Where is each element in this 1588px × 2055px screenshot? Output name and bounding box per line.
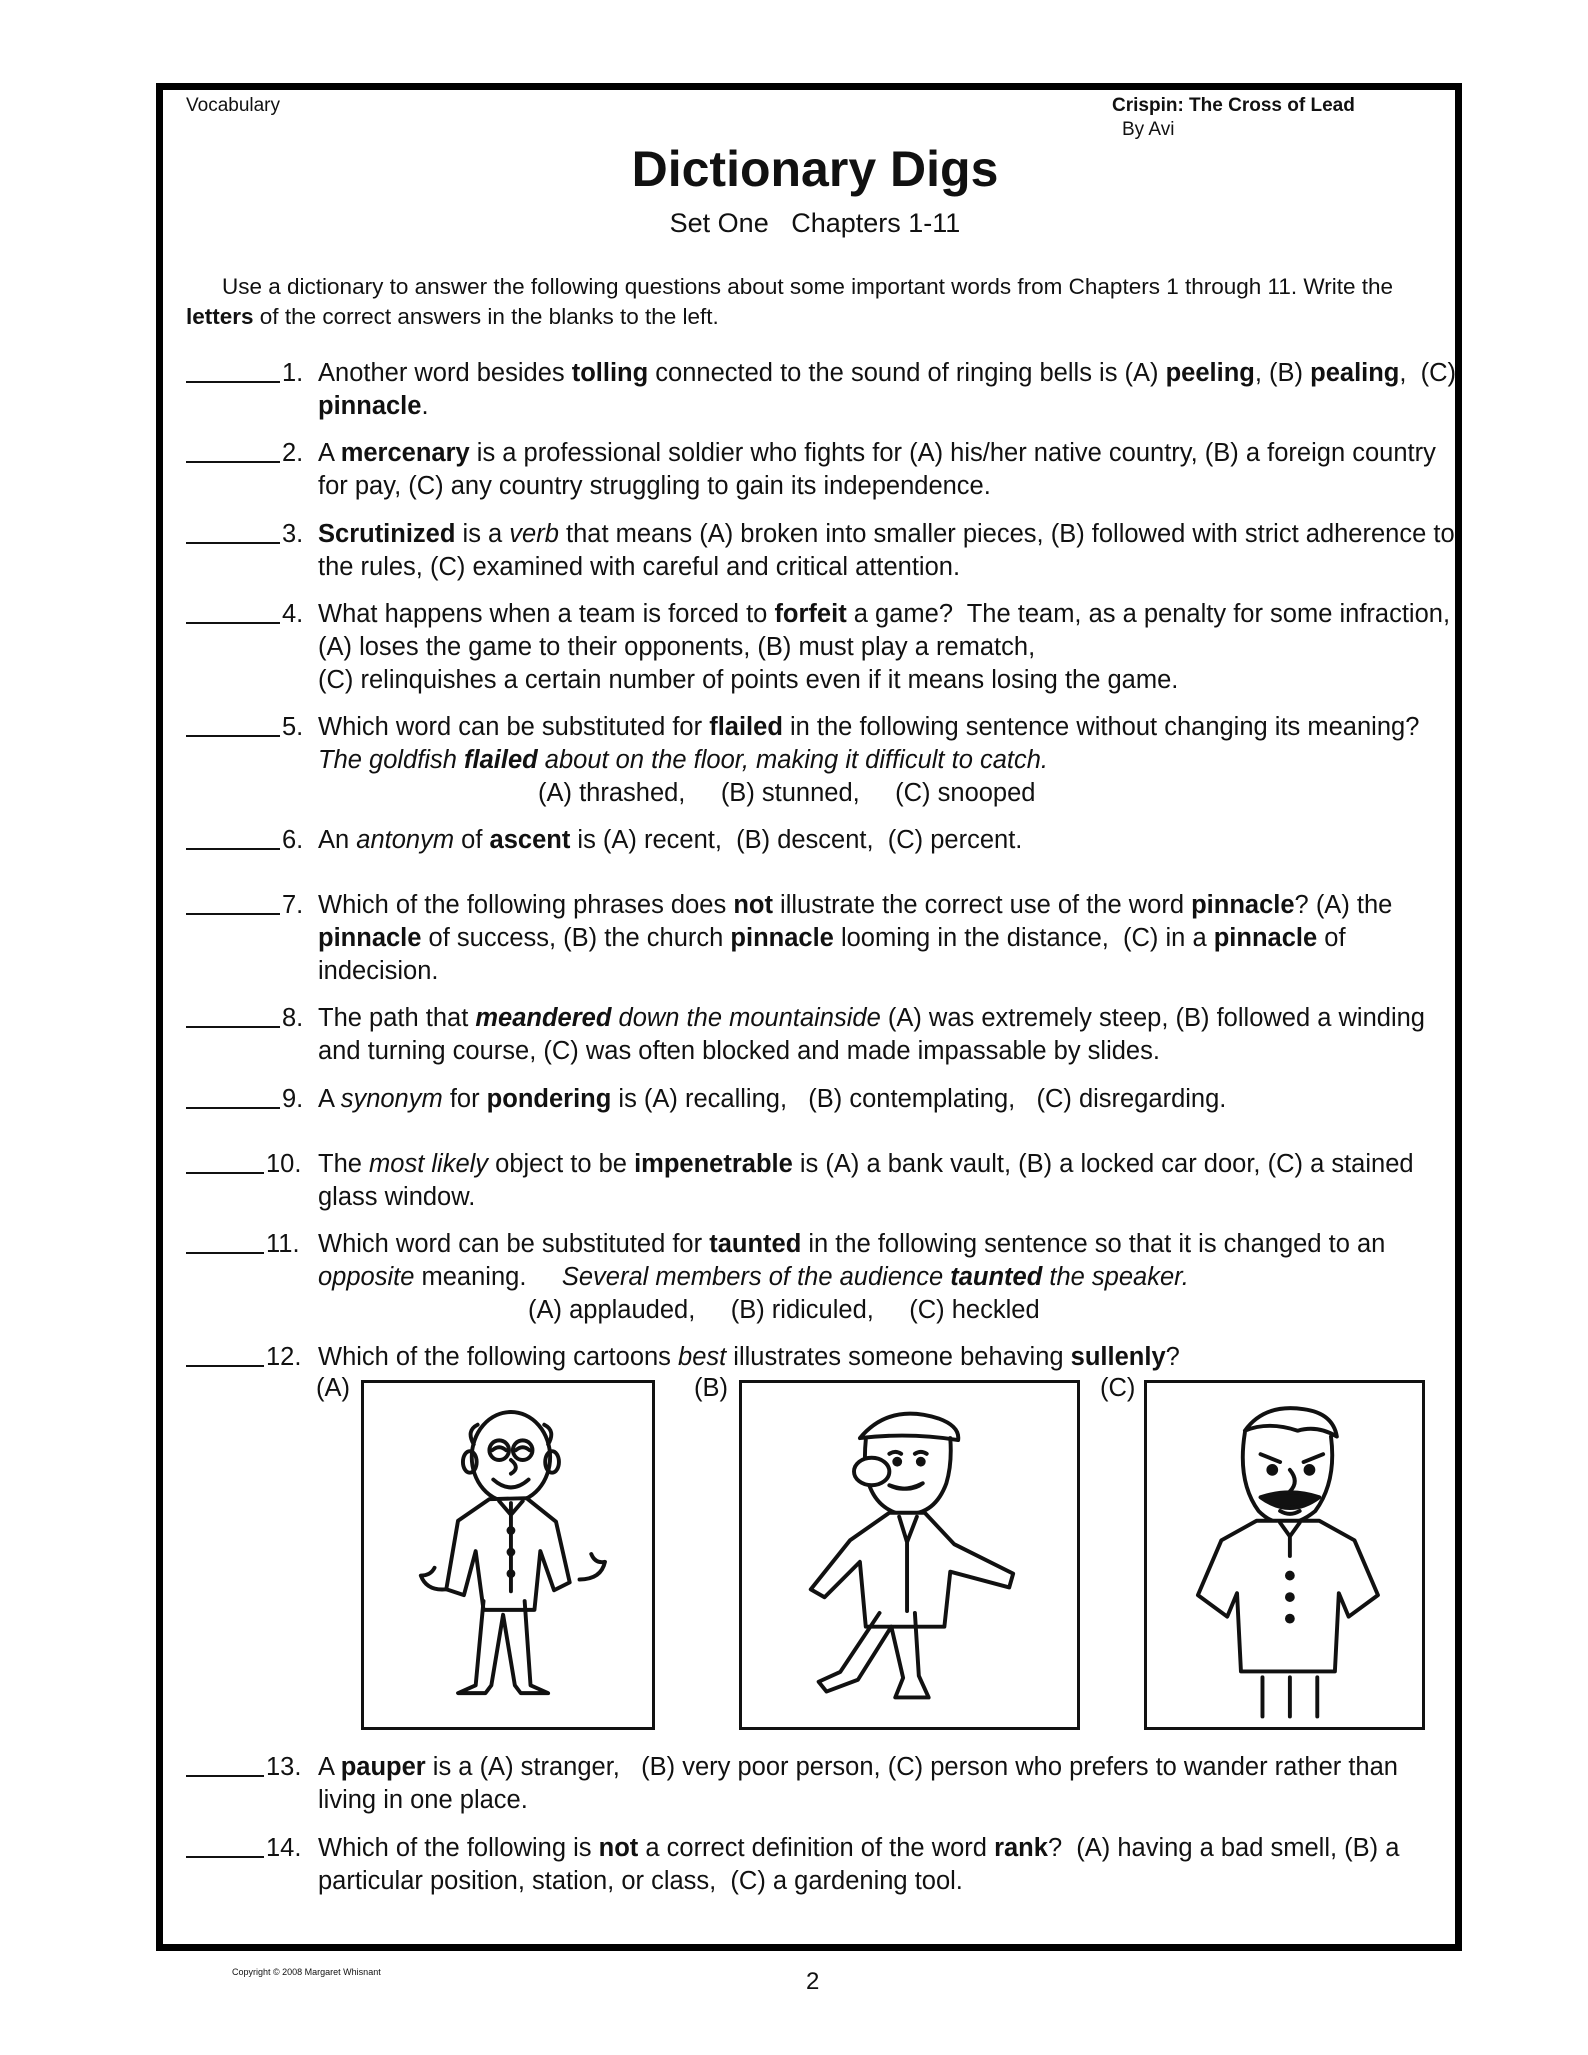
question-text-run: A [318, 1753, 341, 1781]
question-text-run: ? (A) the [1294, 891, 1400, 919]
question-text-run: that means (A) broken into smaller pieces, (B) followed with strict adherence to the rules, (C) examined with careful and critical attention. [318, 520, 1462, 581]
emphasis-text: opposite [318, 1263, 415, 1291]
emphasis-text: about on the floor, making it difficult to catch. [537, 746, 1048, 774]
keyword: rank [994, 1834, 1048, 1862]
question-text-run: Another word besides [318, 359, 572, 387]
question-text-run: (A) was extremely steep, (B) followed a winding and turning course, (C) was often blocked and made impassable by slides. [318, 1004, 1433, 1065]
answer-blank-line [186, 1148, 264, 1174]
question-text-run: looming in the distance, (C) in a [833, 924, 1214, 952]
answer-blank[interactable] [186, 1228, 264, 1263]
answer-blank-line [186, 598, 280, 624]
keyword: not [598, 1834, 639, 1862]
answer-options: (A) thrashed, (B) stunned, (C) snooped [538, 779, 1036, 807]
emphasis-text: best [678, 1343, 727, 1371]
question-text-run: illustrates someone behaving [726, 1343, 1071, 1371]
question-text-run: A [318, 439, 341, 467]
question-text-run: of indecision. [318, 924, 1353, 985]
answer-blank[interactable] [186, 357, 280, 392]
question-text-run: in the following sentence without changing its meaning? [782, 713, 1462, 741]
answer-blank-line [186, 711, 280, 737]
answer-blank[interactable] [186, 1832, 264, 1867]
cartoon-label-c: (C) [1100, 1374, 1136, 1402]
question-text [318, 711, 1462, 810]
question-text-run: Which word can be substituted for [318, 713, 710, 741]
cartoon-label-a: (A) [316, 1374, 350, 1402]
copyright-notice: Copyright © 2008 Margaret Whisnant [232, 1967, 381, 1977]
question-text [318, 1148, 1458, 1214]
emphasis-text: Several members of the audience [561, 1263, 951, 1291]
cartoon-label-b: (B) [694, 1374, 728, 1402]
question-number: 8. [282, 1004, 304, 1032]
question-text-run: . [421, 392, 429, 420]
question-text-run: connected to the sound of ringing bells is (A) [648, 359, 1166, 387]
answer-blank-line [186, 1083, 280, 1109]
emphasis-text: The goldfish [318, 746, 465, 774]
keyword: tolling [571, 359, 649, 387]
question-text-run: is a professional soldier who fights for (A) his/her native country, (B) a foreign country for pay, (C) any country struggling to gain its independence. [318, 439, 1443, 500]
keyword: forfeit [774, 600, 847, 628]
question-text [318, 357, 1464, 423]
question-text-run: ? (A) having a bad smell, (B) a particular position, station, or class, (C) a gardening tool. [318, 1834, 1407, 1895]
keyword: flailed [709, 713, 783, 741]
page-subtitle: Set One Chapters 1-11 [669, 208, 961, 238]
cheerful-man-illustration [364, 1383, 652, 1727]
cartoon-b-image [739, 1380, 1080, 1730]
answer-blank-line [186, 1832, 264, 1858]
answer-blank[interactable] [186, 598, 280, 633]
question-text [318, 824, 1458, 857]
keyword: sullenly [1070, 1343, 1166, 1371]
question-text-run: The [318, 1150, 370, 1178]
question-text-run: meaning. [414, 1263, 562, 1291]
subject-label: Vocabulary [186, 95, 281, 116]
question-text-run: of success, (B) the church [421, 924, 731, 952]
emphasis-text: verb [509, 520, 559, 548]
question-text [318, 1083, 1458, 1116]
question-text [318, 598, 1458, 697]
instructions-text-1: Use a dictionary to answer the following questions about some important words from Chapters 1 through 11. Write the [222, 274, 1394, 299]
question-number: 1. [282, 359, 304, 387]
question-text-run: is a (A) stranger, (B) very poor person, (C) person who prefers to wander rather than living in one place. [318, 1753, 1406, 1814]
keyword: ascent [489, 826, 571, 854]
keyword: taunted [950, 1263, 1043, 1291]
answer-blank[interactable] [186, 518, 280, 553]
question-number: 5. [282, 713, 304, 741]
question-text-run: in the following sentence so that it is changed to an [801, 1230, 1393, 1258]
question-text-run: is a [455, 520, 510, 548]
keyword: pinnacle [1213, 924, 1318, 952]
keyword: meandered [475, 1004, 612, 1032]
keyword: pealing [1310, 359, 1400, 387]
question-number: 6. [282, 826, 304, 854]
cartoon-a-image [361, 1380, 655, 1730]
question-text-run: ? [1165, 1343, 1180, 1371]
question-text [318, 1341, 1458, 1374]
grumpy-man-illustration [1147, 1383, 1422, 1727]
answer-blank-line [186, 1228, 264, 1254]
question-number: 14. [266, 1834, 302, 1862]
emphasis-text: down the mountainside [611, 1004, 881, 1032]
instructions-text-2: of the correct answers in the blanks to the left. [253, 304, 719, 329]
answer-blank-line [186, 437, 280, 463]
question-text-run: , (C) [1399, 359, 1464, 387]
answer-blank-line [186, 889, 280, 915]
keyword: not [733, 891, 773, 919]
question-text [318, 437, 1458, 503]
book-title: Crispin: The Cross of Lead [1112, 95, 1355, 116]
question-text-run: , (B) [1254, 359, 1311, 387]
keyword: pauper [340, 1753, 426, 1781]
answer-blank[interactable] [186, 1751, 264, 1786]
question-text-run: of [454, 826, 490, 854]
question-text [318, 889, 1458, 988]
book-author: By Avi [1122, 119, 1175, 140]
keyword: flailed [464, 746, 538, 774]
question-text [318, 1832, 1458, 1898]
answer-blank[interactable] [186, 1341, 264, 1376]
keyword: pondering [486, 1085, 612, 1113]
emphasis-text: synonym [340, 1085, 443, 1113]
answer-blank[interactable] [186, 1083, 280, 1118]
page-number: 2 [806, 1968, 820, 1995]
question-number: 2. [282, 439, 304, 467]
question-text-run: What happens when a team is forced to [318, 600, 775, 628]
question-text [318, 1751, 1458, 1817]
question-text-run: The path that [318, 1004, 476, 1032]
answer-blank[interactable] [186, 437, 280, 472]
emphasis-text: most likely [369, 1150, 489, 1178]
answer-blank-line [186, 1002, 280, 1028]
question-text-run: a correct definition of the word [638, 1834, 995, 1862]
question-number: 7. [282, 891, 304, 919]
keyword: mercenary [340, 439, 470, 467]
walking-man-illustration [742, 1383, 1077, 1727]
question-text-run: Which of the following phrases does [318, 891, 734, 919]
answer-blank[interactable] [186, 824, 280, 859]
question-text [318, 1002, 1458, 1068]
question-text-run: a game? The team, as a penalty for some infraction, (A) loses the game to their opponents, (B) must play a rematch, [318, 600, 1458, 661]
question-number: 11. [266, 1230, 300, 1258]
question-text-run: Which word can be substituted for [318, 1230, 710, 1258]
instructions-bold: letters [186, 304, 254, 329]
instructions [186, 272, 1436, 332]
page-title: Dictionary Digs [631, 141, 999, 197]
question-number: 13. [266, 1753, 302, 1781]
question-text-run: A [318, 1085, 341, 1113]
emphasis-text: the speaker. [1042, 1263, 1189, 1291]
keyword: pinnacle [1191, 891, 1295, 919]
question-number: 4. [282, 600, 304, 628]
answer-blank-line [186, 518, 280, 544]
question-text-run: Which of the following is [318, 1834, 599, 1862]
answer-blank-line [186, 1341, 264, 1367]
keyword: pinnacle [318, 392, 422, 420]
question-text-run: is (A) recent, (B) descent, (C) percent. [570, 826, 1023, 854]
keyword: Scrutinized [318, 520, 456, 548]
emphasis-text: antonym [356, 826, 455, 854]
answer-blank[interactable] [186, 1148, 264, 1183]
cartoon-c-image [1144, 1380, 1425, 1730]
question-text-run: for [442, 1085, 487, 1113]
question-text-run: object to be [488, 1150, 635, 1178]
question-number: 9. [282, 1085, 304, 1113]
answer-blank[interactable] [186, 889, 280, 924]
question-text-run: (C) relinquishes a certain number of points even if it means losing the game. [318, 666, 1179, 694]
keyword: pinnacle [730, 924, 834, 952]
question-text [318, 518, 1462, 584]
question-number: 10. [266, 1150, 302, 1178]
answer-blank[interactable] [186, 1002, 280, 1037]
answer-blank-line [186, 357, 280, 383]
answer-blank[interactable] [186, 711, 280, 746]
answer-options: (A) applauded, (B) ridiculed, (C) heckled [528, 1296, 1040, 1324]
keyword: impenetrable [634, 1150, 793, 1178]
question-number: 12. [266, 1343, 302, 1371]
answer-blank-line [186, 1751, 264, 1777]
question-text-run: illustrate the correct use of the word [772, 891, 1192, 919]
question-number: 3. [282, 520, 304, 548]
keyword: taunted [709, 1230, 802, 1258]
keyword: pinnacle [318, 924, 422, 952]
question-text-run: is (A) a bank vault, (B) a locked car door, (C) a stained glass window. [318, 1150, 1421, 1211]
question-text-run: An [318, 826, 357, 854]
question-text-run: Which of the following cartoons [318, 1343, 679, 1371]
question-text-run: is (A) recalling, (B) contemplating, (C) disregarding. [611, 1085, 1227, 1113]
question-text [318, 1228, 1458, 1327]
keyword: peeling [1165, 359, 1255, 387]
answer-blank-line [186, 824, 280, 850]
